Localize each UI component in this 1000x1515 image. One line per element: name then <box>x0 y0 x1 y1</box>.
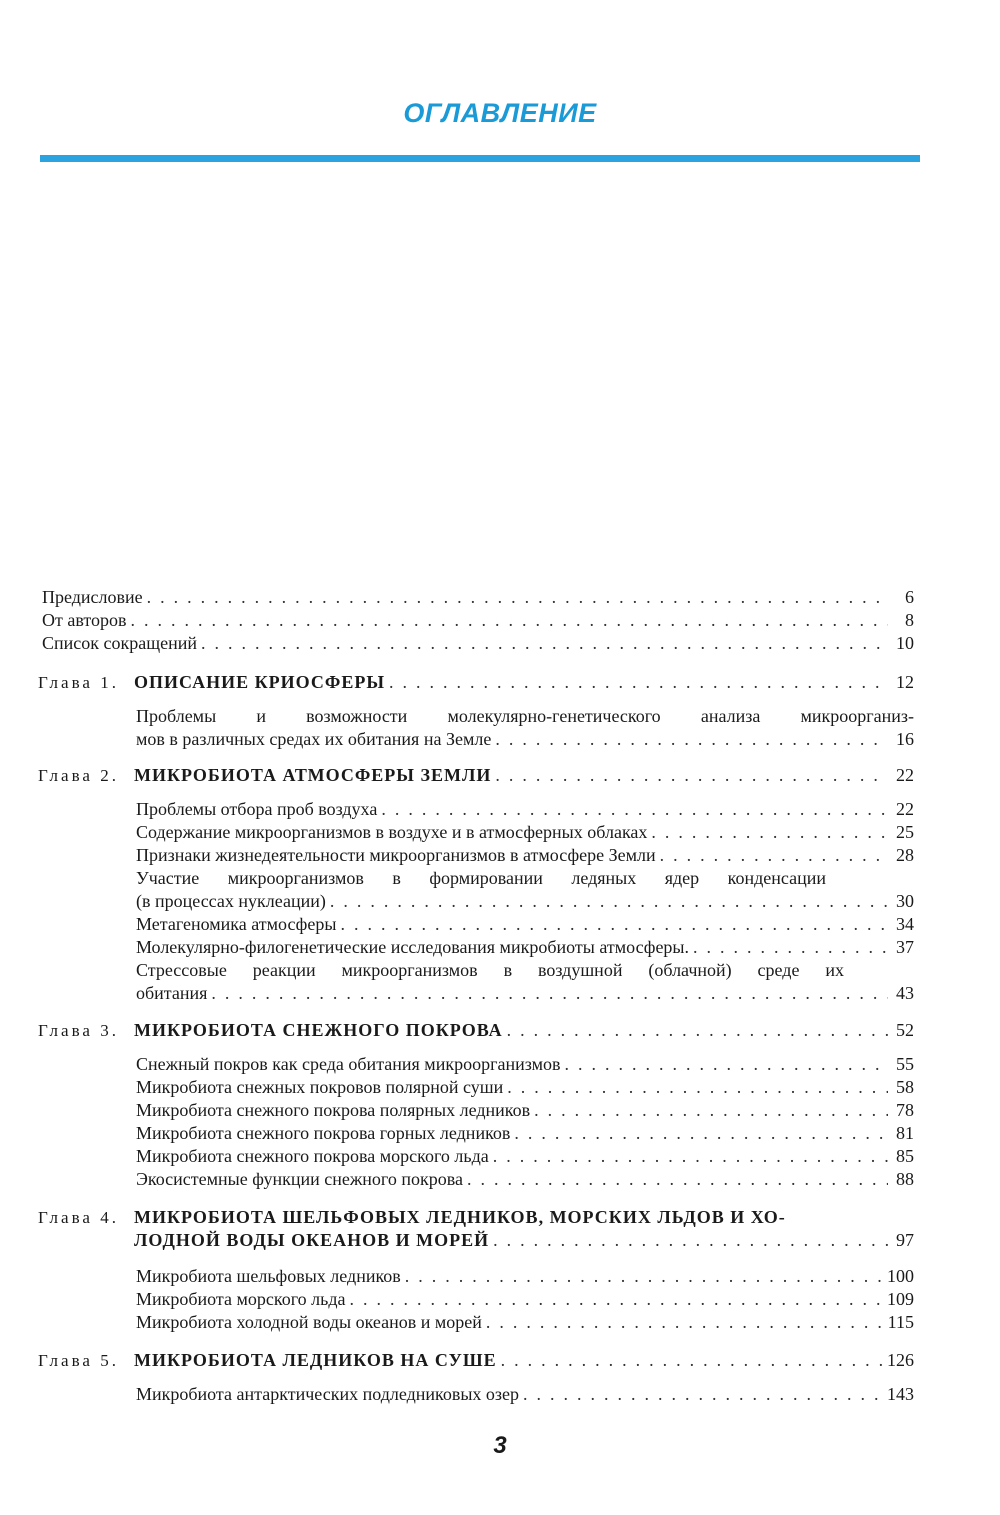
chapter-label: Глава 3. <box>38 1021 119 1040</box>
chapter-label: Глава 5. <box>38 1351 119 1370</box>
chapter-label: Глава 1. <box>38 673 119 692</box>
toc-section[interactable] <box>136 1145 914 1167</box>
toc-entry-page: 34 <box>896 914 914 934</box>
toc-section[interactable] <box>136 1265 914 1287</box>
toc-entry-page: 58 <box>896 1077 914 1097</box>
chapter-title: МИКРОБИОТА ЛЕДНИКОВ НА СУШЕ <box>134 1350 497 1370</box>
toc-chapter-4-line2[interactable] <box>134 1229 914 1251</box>
toc-chapter-4-line1[interactable] <box>38 1206 914 1228</box>
toc-entry-page: 6 <box>905 587 914 607</box>
dot-leader <box>564 1053 888 1075</box>
dot-leader <box>651 821 888 843</box>
toc-entry-page: 10 <box>896 633 914 653</box>
toc-entry-page: 37 <box>896 937 914 957</box>
dot-leader <box>405 1265 883 1287</box>
dot-leader <box>534 1099 888 1121</box>
toc-entry-page: 100 <box>887 1266 914 1286</box>
chapter-title: МИКРОБИОТА АТМОСФЕРЫ ЗЕМЛИ <box>134 765 492 785</box>
toc-entry-page: 30 <box>896 891 914 911</box>
dot-leader <box>389 671 888 693</box>
toc-entry-title: Микробиота шельфовых ледников <box>136 1266 401 1286</box>
toc-entry-preface[interactable] <box>42 586 914 608</box>
toc-entry-title: (в процессах нуклеации) <box>136 891 326 911</box>
toc-entry-page: 8 <box>905 610 914 630</box>
toc-entry-page: 52 <box>896 1020 914 1040</box>
page-number: 3 <box>493 1432 507 1459</box>
toc-entry-page: 55 <box>896 1054 914 1074</box>
toc-section[interactable] <box>136 821 914 843</box>
toc-entry-title: обитания <box>136 983 208 1003</box>
toc-section[interactable] <box>136 728 914 750</box>
dot-leader <box>660 844 888 866</box>
dot-leader <box>201 632 888 654</box>
toc-entry-title: Предисловие <box>42 587 143 607</box>
toc-entry-title: Микробиота антарктических подледниковых озер <box>136 1384 520 1404</box>
toc-entry-title: Микробиота холодной воды океанов и морей <box>136 1312 482 1332</box>
chapter-title: ОПИСАНИЕ КРИОСФЕРЫ <box>134 672 386 692</box>
dot-leader <box>467 1168 888 1190</box>
toc-entry-page: 97 <box>896 1230 914 1250</box>
dot-leader <box>131 609 888 631</box>
dot-leader <box>523 1383 883 1405</box>
toc-entry-page: 12 <box>896 672 914 692</box>
dot-leader <box>211 982 888 1004</box>
chapter-label: Глава 4. <box>38 1208 119 1227</box>
toc-entry-title: Экосистемные функции снежного покрова <box>136 1169 463 1189</box>
toc-chapter-3[interactable] <box>38 1019 914 1041</box>
toc-chapter-5[interactable] <box>38 1349 914 1371</box>
dot-leader <box>486 1311 884 1333</box>
toc-section[interactable] <box>136 1168 914 1190</box>
dot-leader <box>330 890 888 912</box>
dot-leader <box>493 1229 888 1251</box>
dot-leader <box>381 798 888 820</box>
toc-entry-title: Микробиота снежных покровов полярной суши <box>136 1077 504 1097</box>
toc-entry-page: 16 <box>896 729 914 749</box>
toc-section[interactable] <box>136 936 914 958</box>
toc-entry-title: Список сокращений <box>42 633 197 653</box>
toc-entry-page: 22 <box>896 799 914 819</box>
toc-section[interactable] <box>136 1383 914 1405</box>
toc-entry-from-authors[interactable] <box>42 609 914 631</box>
toc-entry-page: 115 <box>887 1312 914 1332</box>
toc-entry-page: 78 <box>896 1100 914 1120</box>
chapter-title: МИКРОБИОТА СНЕЖНОГО ПОКРОВА <box>134 1020 503 1040</box>
dot-leader <box>147 586 888 608</box>
toc-entry-page: 126 <box>887 1350 914 1370</box>
toc-entry-page: 22 <box>896 765 914 785</box>
dot-leader <box>340 913 888 935</box>
toc-entry-page: 25 <box>896 822 914 842</box>
toc-entry-title: Снежный покров как среда обитания микроорганизмов <box>136 1054 561 1074</box>
toc-entry-title: Метагеномика атмосферы <box>136 914 337 934</box>
toc-entry-title: Проблемы отбора проб воздуха <box>136 799 378 819</box>
dot-leader <box>507 1019 888 1041</box>
toc-section[interactable] <box>136 982 914 1004</box>
heading-rule <box>40 155 920 162</box>
dot-leader <box>350 1288 884 1310</box>
toc-entry-page: 81 <box>896 1123 914 1143</box>
toc-section[interactable] <box>136 1311 914 1333</box>
dot-leader <box>507 1076 888 1098</box>
toc-section[interactable] <box>136 844 914 866</box>
toc-chapter-2[interactable] <box>38 764 914 786</box>
dot-leader <box>693 936 888 958</box>
toc-section-line: Проблемы и возможности молекулярно-генетического анализа микроорганиз- <box>136 706 914 726</box>
dot-leader <box>514 1122 888 1144</box>
toc-chapter-1[interactable] <box>38 671 914 693</box>
toc-entry-title: От авторов <box>42 610 127 630</box>
toc-entry-title: Микробиота снежного покрова морского льда <box>136 1146 489 1166</box>
toc-section[interactable] <box>136 1099 914 1121</box>
toc-entry-abbreviations[interactable] <box>42 632 914 654</box>
toc-entry-title: Молекулярно-филогенетические исследования микробиоты атмосферы. <box>136 937 690 957</box>
page-heading: ОГЛАВЛЕНИЕ <box>403 98 597 128</box>
toc-entry-title: мов в различных средах их обитания на Земле <box>136 729 492 749</box>
toc-entry-page: 88 <box>896 1169 914 1189</box>
toc-entry-page: 28 <box>896 845 914 865</box>
toc-entry-page: 85 <box>896 1146 914 1166</box>
toc-entry-title: Микробиота морского льда <box>136 1289 346 1309</box>
chapter-label: Глава 2. <box>38 766 119 785</box>
toc-section-line: Участие микроорганизмов в формировании ледяных ядер конденсации <box>136 868 826 888</box>
chapter-title: ЛОДНОЙ ВОДЫ ОКЕАНОВ И МОРЕЙ <box>134 1230 490 1250</box>
dot-leader <box>493 1145 888 1167</box>
toc-section[interactable] <box>136 1053 914 1075</box>
toc-entry-page: 109 <box>887 1289 914 1309</box>
toc-entry-title: Содержание микроорганизмов в воздухе и в атмосферных облаках <box>136 822 648 842</box>
toc-entry-title: Микробиота снежного покрова горных ледников <box>136 1123 511 1143</box>
dot-leader <box>495 764 888 786</box>
chapter-title: МИКРОБИОТА ШЕЛЬФОВЫХ ЛЕДНИКОВ, МОРСКИХ ЛЬДОВ И ХО- <box>134 1207 786 1227</box>
toc-section[interactable] <box>136 1288 914 1310</box>
toc-section[interactable] <box>136 798 914 820</box>
toc-section[interactable] <box>136 1122 914 1144</box>
toc-entry-title: Признаки жизнедеятельности микроорганизмов в атмосфере Земли <box>136 845 656 865</box>
toc-entry-title: Микробиота снежного покрова полярных ледников <box>136 1100 531 1120</box>
toc-section-line: Стрессовые реакции микроорганизмов в воздушной (облачной) среде их <box>136 960 844 980</box>
toc-entry-page: 143 <box>887 1384 914 1404</box>
dot-leader <box>495 728 888 750</box>
toc-section[interactable] <box>136 1076 914 1098</box>
toc-entry-page: 43 <box>896 983 914 1003</box>
toc-section[interactable] <box>136 890 914 912</box>
toc-section[interactable] <box>136 913 914 935</box>
dot-leader <box>501 1349 883 1371</box>
